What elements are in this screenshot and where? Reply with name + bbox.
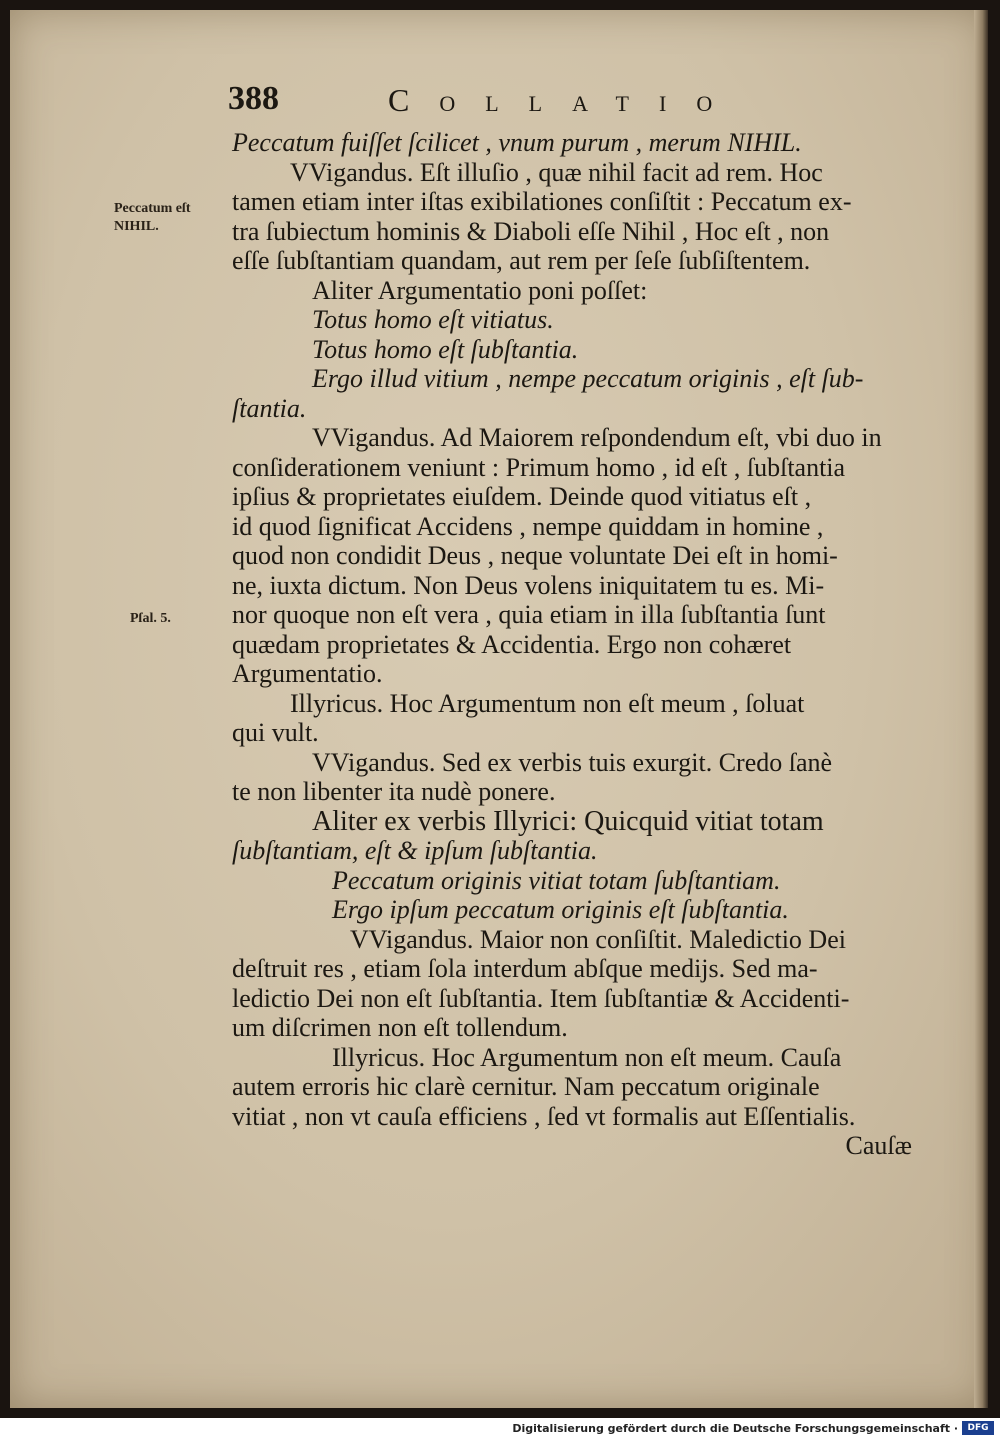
text-line: eſſe ſubſtantiam quandam, aut rem per ſeſe ſubſiſtentem. — [232, 246, 811, 275]
text-line: um diſcrimen non eſt tollendum. — [232, 1013, 568, 1042]
text-line: Ergo illud vitium , nempe peccatum originis , eſt ſub- — [312, 364, 864, 393]
text-line: id quod ſignificat Accidens , nempe quiddam in homine , — [232, 511, 824, 541]
page-number: 388 — [228, 80, 279, 117]
text-line: Illyricus. Hoc Argumentum non eſt meum. Cauſa — [332, 1042, 842, 1072]
text-line: Totus homo eſt vitiatus. — [312, 305, 554, 334]
text-line: Totus homo eſt ſubſtantia. — [312, 334, 579, 364]
text-line: Illyricus. Hoc Argumentum non eſt meum , ſoluat — [290, 688, 805, 718]
margin-note: Peccatum eſt NIHIL. — [114, 201, 191, 234]
page-edge — [974, 10, 988, 1408]
text-line: Peccatum originis vitiat totam ſubſtantiam. — [332, 865, 781, 895]
page-header — [228, 80, 848, 124]
text-line: ne, iuxta dictum. Non Deus volens iniquitatem tu es. Mi- — [232, 570, 825, 600]
text-line: vitiat , non vt cauſa efficiens , ſed vt formalis aut Eſſentialis. — [232, 1101, 856, 1131]
book-page — [10, 10, 988, 1408]
text-line: tamen etiam inter iſtas exibilationes conſiſtit : Peccatum ex- — [232, 187, 852, 216]
text-line: ſtantia. — [232, 393, 307, 423]
running-head: Collatio — [388, 82, 743, 118]
text-line: deſtruit res , etiam ſola interdum abſque medijs. Sed ma- — [232, 954, 818, 983]
text-line: ledictio Dei non eſt ſubſtantia. Item ſubſtantiæ & Accidenti- — [232, 983, 850, 1013]
text-line: ſubſtantiam, eſt & ipſum ſubſtantia. — [232, 836, 598, 865]
text-line: nor quoque non eſt vera , quia etiam in illa ſubſtantia ſunt — [232, 600, 826, 629]
text-line: Cauſæ — [845, 1131, 912, 1160]
text-line: qui vult. — [232, 718, 319, 747]
text-line: VVigandus. Eſt illuſio , quæ nihil facit ad rem. Hoc — [290, 157, 823, 187]
text-line: Peccatum fuiſſet ſcilicet , vnum purum , merum NIHIL. — [232, 128, 802, 157]
funding-credit: Digitalisierung gefördert durch die Deutsche Forschungsgemeinschaft · — [512, 1422, 958, 1435]
text-line: Argumentatio. — [232, 659, 383, 688]
text-line: quod non condidit Deus , neque voluntate Dei eſt in homi- — [232, 541, 838, 570]
footer-bar — [0, 1418, 1000, 1440]
text-line: te non libenter ita nudè ponere. — [232, 777, 556, 806]
dfg-logo: DFG — [962, 1421, 994, 1435]
text-line: Aliter Argumentatio poni poſſet: — [312, 275, 648, 305]
text-line: VVigandus. Sed ex verbis tuis exurgit. Credo ſanè — [312, 747, 833, 777]
text-line: Ergo ipſum peccatum originis eſt ſubſtantia. — [332, 895, 789, 924]
text-line: ipſius & proprietates eiuſdem. Deinde quod vitiatus eſt , — [232, 482, 812, 511]
text-line: Aliter ex verbis Illyrici: Quicquid vitiat totam — [312, 805, 824, 837]
margin-note: Pſal. 5. — [130, 611, 171, 626]
text-line: conſiderationem veniunt : Primum homo , id eſt , ſubſtantia — [232, 452, 846, 482]
body-text — [232, 128, 972, 1161]
text-line: tra ſubiectum hominis & Diaboli eſſe Nihil , Hoc eſt , non — [232, 216, 830, 246]
text-line: VVigandus. Maior non conſiſtit. Maledictio Dei — [350, 924, 846, 954]
text-line: quædam proprietates & Accidentia. Ergo non cohæret — [232, 629, 792, 659]
text-line: autem erroris hic clarè cernitur. Nam peccatum originale — [232, 1072, 820, 1101]
text-line: VVigandus. Ad Maiorem reſpondendum eſt, vbi duo in — [312, 423, 882, 452]
